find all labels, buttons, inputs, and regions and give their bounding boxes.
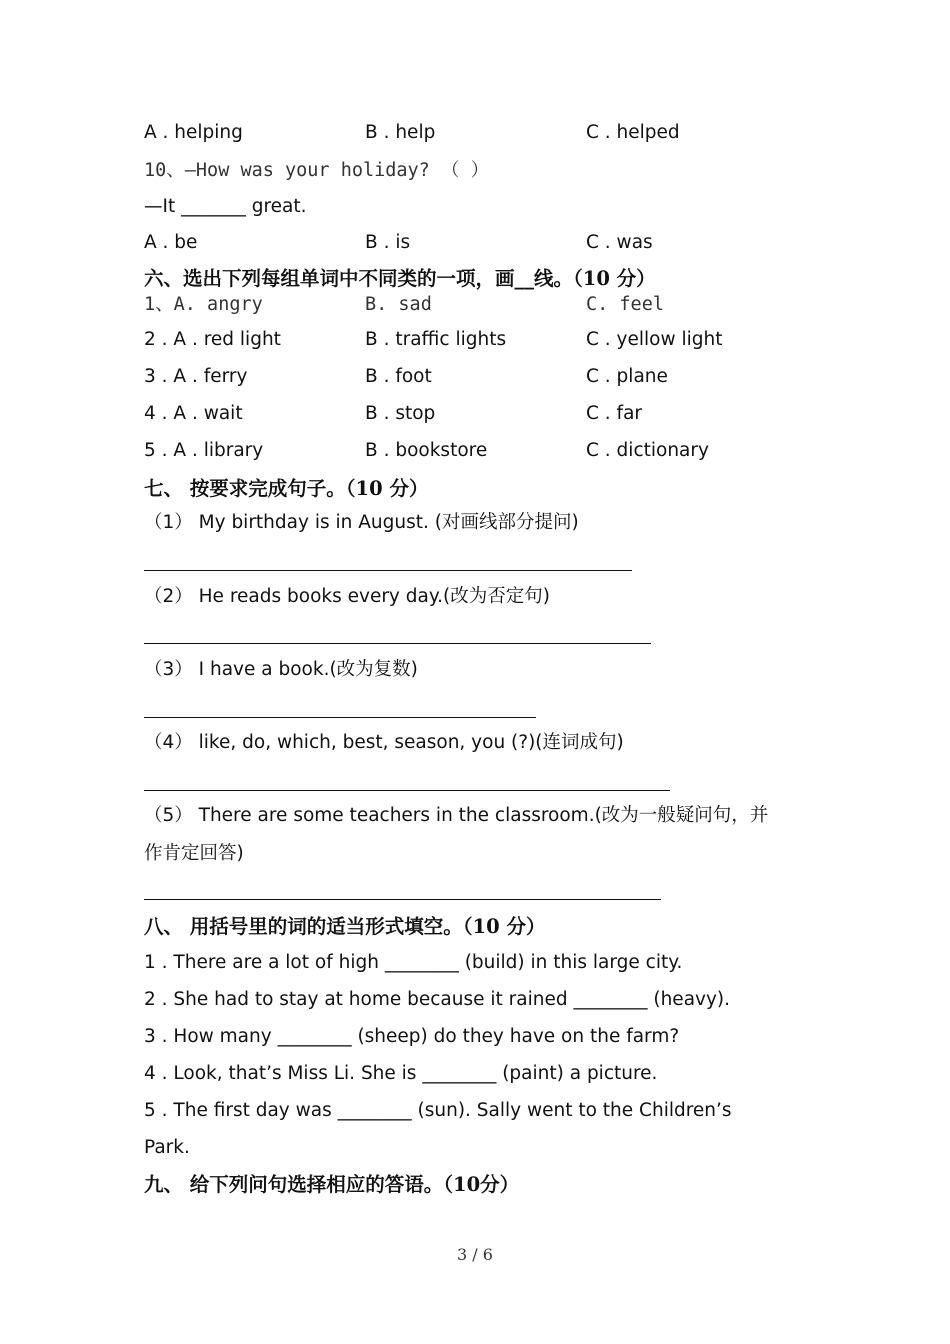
q9-option-a: A . helping [144,122,243,143]
s7-answer-line-5 [144,899,661,900]
s6-row3-c: C . plane [586,366,668,387]
s6-row5-b: B . bookstore [365,440,488,461]
s6-row3-a: 3 . A . ferry [144,366,248,387]
s7-item2: （2） He reads books every day.(改为否定句) [144,586,550,607]
s6-row4-a: 4 . A . wait [144,403,243,424]
q10-option-b: B . is [365,232,411,253]
s6-row4-c: C . far [586,403,643,424]
s6-row1-c: C. feel [586,294,664,315]
s6-row1-a: 1、A. angry [144,294,263,315]
q10-answer: —It _______ great. [144,196,307,217]
s8-item4: 4 . Look, that’s Miss Li. She is ________ (paint) a picture. [144,1063,658,1084]
s6-row3-b: B . foot [365,366,432,387]
s8-item3: 3 . How many ________ (sheep) do they have on the farm? [144,1026,680,1047]
s7-answer-line-3 [144,717,536,718]
s7-item1: （1） My birthday is in August. (对画线部分提问) [144,512,579,533]
page-number: 3 / 6 [457,1245,493,1264]
s7-item5-continued: 作肯定回答) [144,843,244,864]
s8-item5-continued: Park. [144,1137,190,1158]
s8-item2: 2 . She had to stay at home because it rained ________ (heavy). [144,989,731,1010]
s7-answer-line-1 [144,570,632,571]
s8-item5: 5 . The first day was ________ (sun). Sally went to the Children’s [144,1100,732,1121]
s7-item3: （3） I have a book.(改为复数) [144,659,418,680]
s7-item4: （4） like, do, which, best, season, you (?)(连词成句) [144,732,624,753]
section6-heading: 六、选出下列每组单词中不同类的一项，画__线。（10 分） [144,267,656,290]
s6-row5-a: 5 . A . library [144,440,264,461]
s7-answer-line-2 [144,643,651,644]
q9-option-b: B . help [365,122,436,143]
q10-option-c: C . was [586,232,653,253]
s8-item1: 1 . There are a lot of high ________ (build) in this large city. [144,952,683,973]
q10-question: 10、—How was your holiday? （ ） [144,160,490,181]
q10-option-a: A . be [144,232,198,253]
section7-heading: 七、 按要求完成句子。（10 分） [144,477,429,500]
s6-row4-b: B . stop [365,403,436,424]
s6-row2-b: B . traffic lights [365,329,507,350]
s6-row1-b: B. sad [365,294,432,315]
s6-row5-c: C . dictionary [586,440,709,461]
s6-row2-a: 2 . A . red light [144,329,281,350]
q9-option-c: C . helped [586,122,680,143]
section9-heading: 九、 给下列问句选择相应的答语。（10分） [144,1173,520,1196]
s6-row2-c: C . yellow light [586,329,723,350]
s7-answer-line-4 [144,790,670,791]
section8-heading: 八、 用括号里的词的适当形式填空。（10 分） [144,915,546,938]
s7-item5: （5） There are some teachers in the classroom.(改为一般疑问句，并 [144,805,769,826]
